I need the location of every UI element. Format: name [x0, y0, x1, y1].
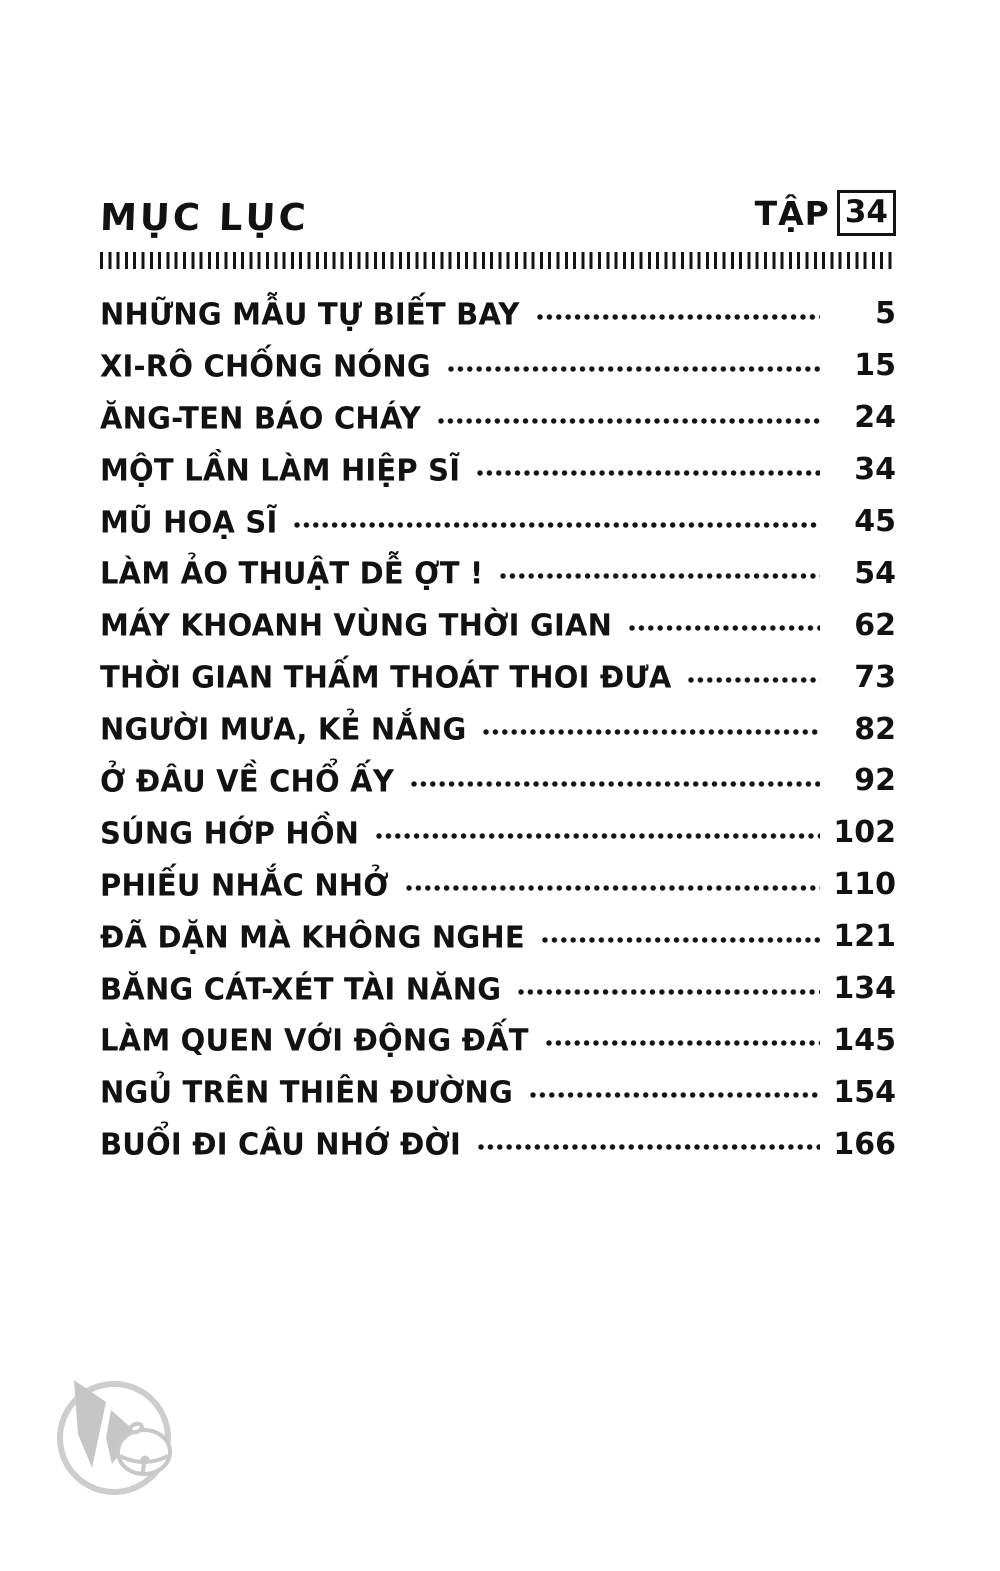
- toc-row: [100, 651, 896, 703]
- chapter-title: MỘT LẦN LÀM HIỆP SĨ: [100, 451, 461, 488]
- page-title: MỤC LỤC: [99, 196, 310, 239]
- volume-number-badge: 34: [837, 190, 896, 236]
- toc-row: [100, 288, 896, 340]
- toc-row: [100, 1118, 896, 1170]
- page-number: 5: [875, 296, 896, 332]
- toc-row: [100, 340, 896, 392]
- page-number: 92: [854, 763, 896, 799]
- chapter-title: BĂNG CÁT-XÉT TÀI NĂNG: [100, 970, 502, 1007]
- chapter-title: LÀM ẢO THUẬT DỄ ỢT !: [100, 555, 484, 592]
- toc-row: [100, 703, 896, 755]
- dot-leader: [628, 623, 820, 633]
- dot-leader: [482, 727, 820, 737]
- page-number: 166: [833, 1126, 896, 1162]
- chapter-title: NHỮNG MẪU TỰ BIẾT BAY: [100, 296, 520, 332]
- dot-leader: [499, 571, 820, 581]
- toc-row: [100, 547, 896, 599]
- dot-leader: [293, 520, 820, 530]
- chapter-title: XI-RÔ CHỐNG NÓNG: [100, 348, 431, 384]
- page-number: 134: [833, 971, 896, 1007]
- page-number: 54: [854, 555, 896, 591]
- toc-list: [100, 288, 896, 1170]
- dot-leader: [410, 779, 820, 789]
- toc-row: [100, 599, 896, 651]
- chapter-title: Ở ĐÂU VỀ CHỔ ẤY: [100, 763, 395, 799]
- toc-row: [100, 496, 896, 548]
- page-number: 145: [833, 1022, 896, 1058]
- chapter-title: PHIẾU NHẮC NHỞ: [100, 867, 389, 903]
- dot-leader: [517, 987, 820, 997]
- chapter-title: ĐÃ DẶN MÀ KHÔNG NGHE: [100, 918, 525, 955]
- dot-leader: [477, 1142, 820, 1152]
- chapter-title: ĂNG-TEN BÁO CHÁY: [100, 400, 421, 436]
- page-number: 82: [854, 711, 896, 747]
- chapter-title: THỜI GIAN THẤM THOÁT THOI ĐƯA: [100, 659, 672, 695]
- volume-label: TẬP: [754, 193, 830, 233]
- toc-row: [100, 1014, 896, 1066]
- striped-divider: [100, 252, 896, 269]
- toc-row: [100, 392, 896, 444]
- toc-header: [99, 190, 896, 239]
- page-number: 110: [833, 867, 896, 903]
- page-number: 73: [854, 659, 896, 695]
- chapter-title: LÀM QUEN VỚI ĐỘNG ĐẤT: [100, 1022, 529, 1059]
- toc-row: [100, 755, 896, 807]
- page-number: 121: [833, 919, 896, 955]
- chapter-title: NGƯỜI MƯA, KẺ NẮNG: [100, 711, 467, 747]
- toc-row: [100, 807, 896, 859]
- toc-row: [100, 1066, 896, 1118]
- chapter-title: SÚNG HỚP HỒN: [100, 815, 360, 851]
- toc-row: [100, 911, 896, 963]
- dot-leader: [375, 831, 820, 841]
- page-number: 45: [854, 504, 896, 539]
- toc-row: [100, 444, 896, 496]
- dot-leader: [447, 364, 820, 374]
- dot-leader: [529, 1090, 820, 1100]
- dot-leader: [437, 416, 820, 426]
- page-number: 154: [833, 1074, 896, 1110]
- chapter-title: BUỔI ĐI CÂU NHỚ ĐỜI: [100, 1126, 462, 1162]
- volume-indicator: [755, 190, 896, 236]
- page-number: 24: [854, 400, 896, 436]
- publisher-bell-flag-watermark-icon: [48, 1376, 186, 1498]
- dot-leader: [545, 1038, 820, 1048]
- dot-leader: [405, 883, 820, 893]
- page-number: 62: [854, 607, 896, 643]
- dot-leader: [687, 675, 820, 685]
- dot-leader: [541, 935, 820, 945]
- toc-row: [100, 859, 896, 911]
- chapter-title: MÁY KHOANH VÙNG THỜI GIAN: [100, 607, 613, 643]
- toc-row: [100, 963, 896, 1015]
- dot-leader: [476, 468, 820, 478]
- chapter-title: NGỦ TRÊN THIÊN ĐƯỜNG: [100, 1074, 513, 1110]
- page-number: 34: [854, 452, 896, 488]
- page-number: 102: [833, 815, 896, 851]
- page-number: 15: [854, 348, 896, 384]
- dot-leader: [536, 312, 820, 322]
- chapter-title: MŨ HOẠ SĨ: [100, 503, 278, 540]
